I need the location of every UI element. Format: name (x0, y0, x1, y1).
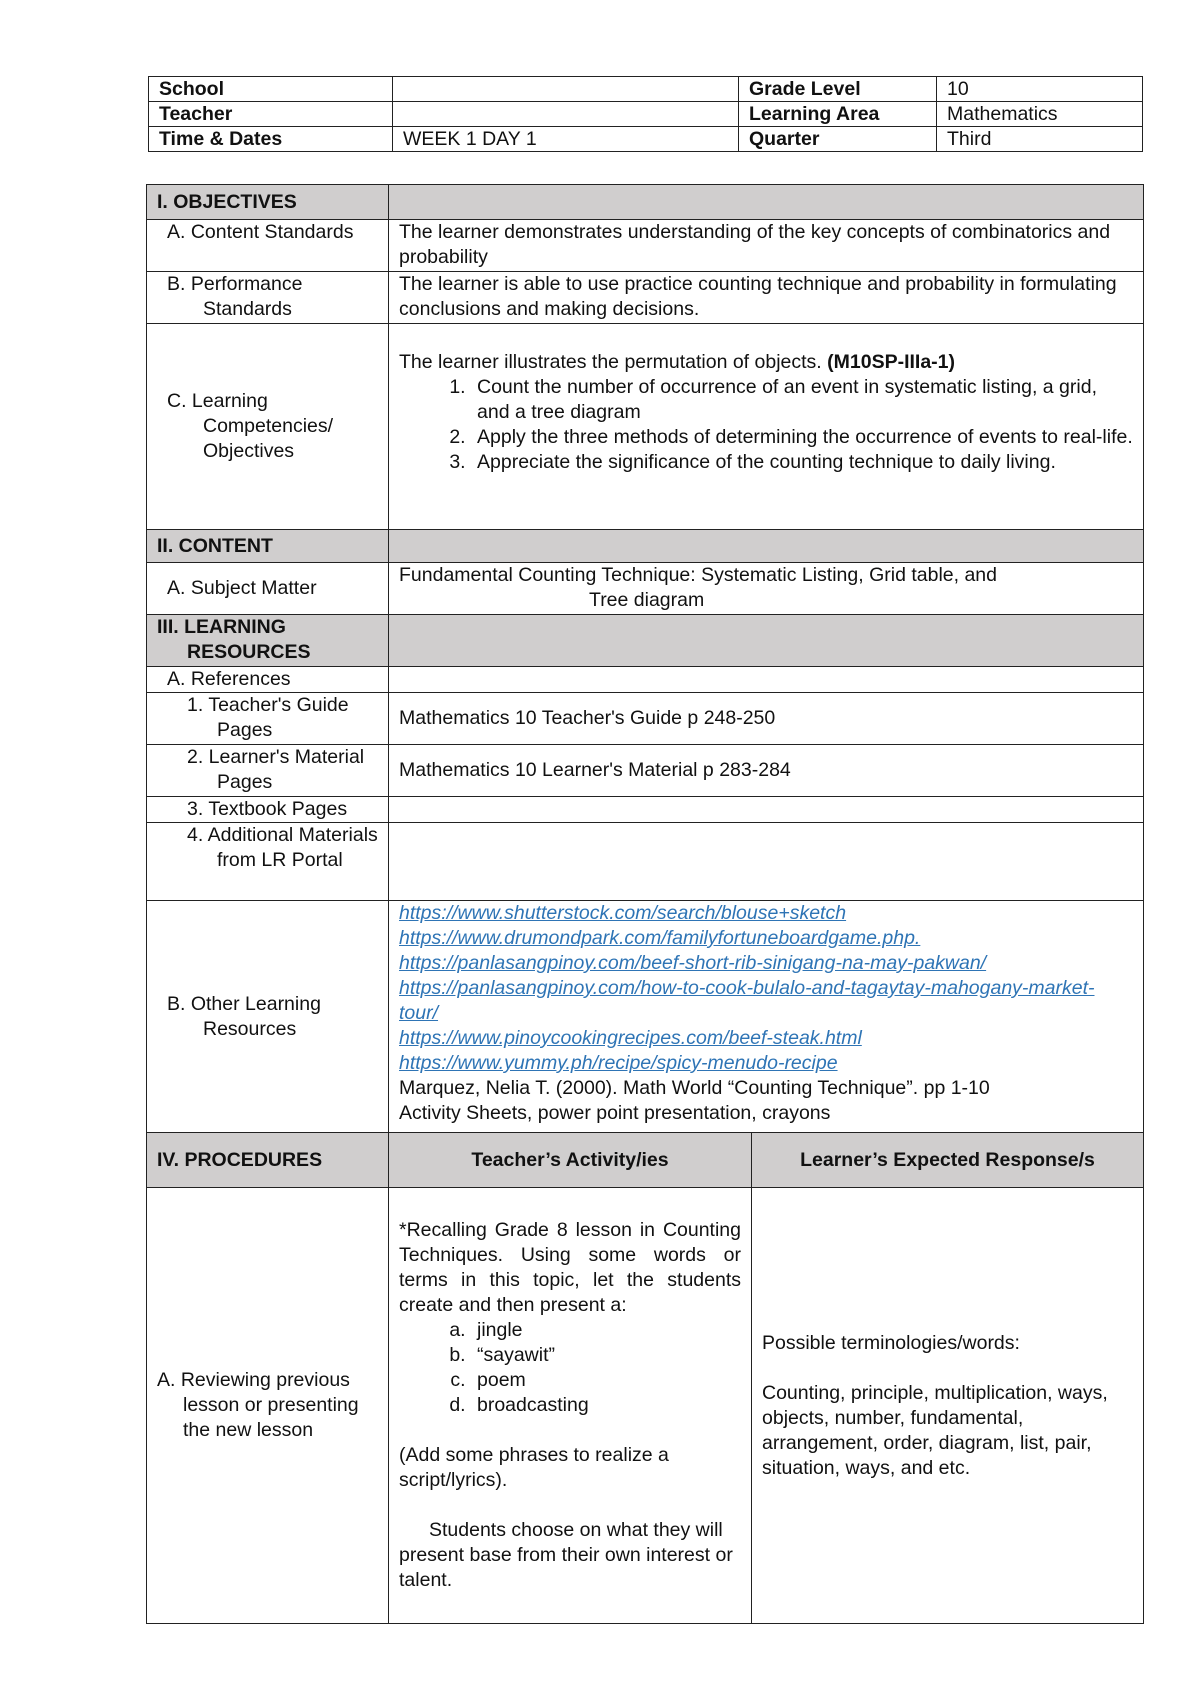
procedures-header-row (147, 1133, 1144, 1188)
presentation-options-list (399, 1318, 741, 1418)
school-label: School (149, 77, 393, 102)
presentation-option: b. “sayawit” (471, 1343, 741, 1368)
teacher-activity-header: Teacher’s Activity/ies (389, 1133, 752, 1188)
content-standards-text: The learner demonstrates understanding of the key concepts of combinatorics and probability (389, 220, 1144, 272)
competency-item: 1. Count the number of occurrence of an event in systematic listing, a grid, and a tree diagram (471, 375, 1133, 425)
learning-area-value: Mathematics (937, 102, 1143, 127)
school-value (393, 77, 739, 102)
teacher-label: Teacher (149, 102, 393, 127)
subject-matter-line2: Tree diagram (589, 589, 705, 611)
time-dates-label: Time & Dates (149, 127, 393, 152)
content-header-fill (389, 530, 1144, 563)
teacher-activity-cell (389, 1188, 752, 1624)
teacher-choice: Students choose on what they will present base from their own interest or talent. (399, 1519, 733, 1591)
learner-response-cell (752, 1188, 1144, 1624)
materials: Activity Sheets, power point presentation, crayons (399, 1102, 831, 1124)
lesson-plan-table (146, 184, 1144, 1624)
references-row (147, 667, 1144, 693)
additional-materials-label: 4. Additional Materials from LR Portal (147, 823, 389, 901)
content-standards-label: A. Content Standards (147, 220, 389, 272)
content-standards-row (147, 220, 1144, 272)
grade-level-label: Grade Level (739, 77, 937, 102)
review-label: A. Reviewing previous lesson or presenting the new lesson (147, 1188, 389, 1624)
additional-materials-value (389, 823, 1144, 901)
performance-standards-row (147, 272, 1144, 324)
learners-material-row (147, 745, 1144, 797)
resource-link[interactable]: https://www.drumondpark.com/familyfortuneboardgame.php. (399, 927, 921, 949)
textbook-label: 3. Textbook Pages (147, 797, 389, 823)
content-title: II. CONTENT (147, 530, 389, 563)
resources-title: III. LEARNING RESOURCES (147, 615, 389, 667)
competencies-intro: The learner illustrates the permutation of objects. (399, 351, 828, 373)
competencies-intro-line (399, 350, 1133, 375)
competencies-row (147, 324, 1144, 530)
procedures-title: IV. PROCEDURES (147, 1133, 389, 1188)
competencies-cell (389, 324, 1144, 530)
learner-response-header: Learner’s Expected Response/s (752, 1133, 1144, 1188)
header-row-school (149, 77, 1143, 102)
performance-standards-text: The learner is able to use practice counting technique and probability in formulating conclusions and making decisions. (389, 272, 1144, 324)
learner-response-words: Counting, principle, multiplication, ways, objects, number, fundamental, arrangement, order, diagram, list, pair, situation, ways, and etc. (762, 1381, 1108, 1479)
subject-matter-label: A. Subject Matter (147, 563, 389, 615)
grade-level-value: 10 (937, 77, 1143, 102)
teacher-note: (Add some phrases to realize a script/lyrics). (399, 1444, 669, 1491)
quarter-label: Quarter (739, 127, 937, 152)
teachers-guide-value: Mathematics 10 Teacher's Guide p 248-250 (389, 693, 1144, 745)
competency-item: 3. Appreciate the significance of the counting technique to daily living. (471, 450, 1133, 475)
references-value (389, 667, 1144, 693)
citation: Marquez, Nelia T. (2000). Math World “Counting Technique”. pp 1-10 (399, 1077, 990, 1099)
subject-matter-line1: Fundamental Counting Technique: Systematic Listing, Grid table, and (399, 564, 997, 586)
header-row-time (149, 127, 1143, 152)
subject-matter-cell (389, 563, 1144, 615)
competencies-label: C. Learning Competencies/ Objectives (147, 324, 389, 530)
learner-response-title: Possible terminologies/words: (762, 1331, 1020, 1354)
resources-header-fill (389, 615, 1144, 667)
learners-material-label: 2. Learner's Material Pages (147, 745, 389, 797)
textbook-value (389, 797, 1144, 823)
resources-header-row (147, 615, 1144, 667)
resource-link[interactable]: https://panlasangpinoy.com/how-to-cook-bulalo-and-tagaytay-mahogany-market-tour/ (399, 977, 1095, 1024)
references-label: A. References (147, 667, 389, 693)
resource-link[interactable]: https://www.shutterstock.com/search/blouse+sketch (399, 902, 847, 924)
subject-matter-row (147, 563, 1144, 615)
resource-link[interactable]: https://www.pinoycookingrecipes.com/beef-steak.html (399, 1027, 862, 1049)
time-dates-value: WEEK 1 DAY 1 (393, 127, 739, 152)
learners-material-value: Mathematics 10 Learner's Material p 283-284 (389, 745, 1144, 797)
objectives-header-fill (389, 185, 1144, 220)
competency-item: 2. Apply the three methods of determining the occurrence of events to real-life. (471, 425, 1133, 450)
teacher-intro: *Recalling Grade 8 lesson in Counting Techniques. Using some words or terms in this topic, let the students create and then present a: (399, 1219, 741, 1316)
other-resources-cell (389, 901, 1144, 1133)
presentation-option: c. poem (471, 1368, 741, 1393)
learning-area-label: Learning Area (739, 102, 937, 127)
header-table (148, 76, 1143, 152)
resource-link[interactable]: https://www.yummy.ph/recipe/spicy-menudo-recipe (399, 1052, 838, 1074)
additional-materials-row (147, 823, 1144, 901)
content-header-row (147, 530, 1144, 563)
textbook-row (147, 797, 1144, 823)
objectives-header-row (147, 185, 1144, 220)
teacher-value (393, 102, 739, 127)
presentation-option: a. jingle (471, 1318, 741, 1343)
teachers-guide-row (147, 693, 1144, 745)
resource-link[interactable]: https://panlasangpinoy.com/beef-short-rib-sinigang-na-may-pakwan/ (399, 952, 987, 974)
other-resources-label: B. Other Learning Resources (147, 901, 389, 1133)
quarter-value: Third (937, 127, 1143, 152)
header-row-teacher (149, 102, 1143, 127)
performance-standards-label: B. Performance Standards (147, 272, 389, 324)
objectives-title: I. OBJECTIVES (147, 185, 389, 220)
competencies-list (399, 375, 1133, 475)
review-row (147, 1188, 1144, 1624)
competency-code: (M10SP-IIIa-1) (827, 351, 956, 373)
presentation-option: d. broadcasting (471, 1393, 741, 1418)
other-resources-row (147, 901, 1144, 1133)
teachers-guide-label: 1. Teacher's Guide Pages (147, 693, 389, 745)
